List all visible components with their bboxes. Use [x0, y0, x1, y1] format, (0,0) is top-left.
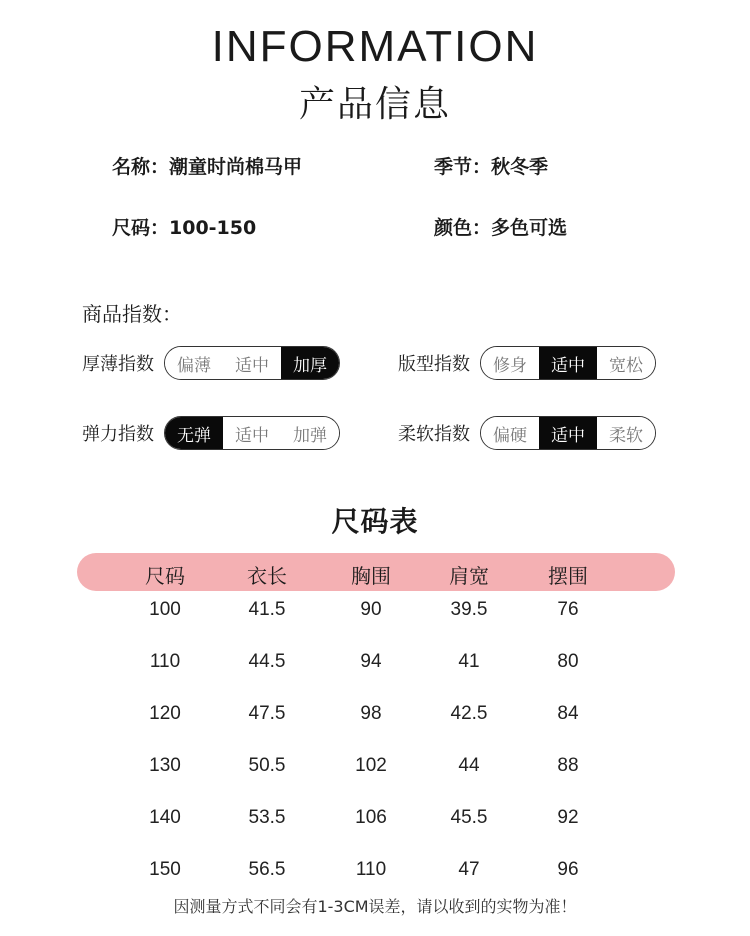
size-table-header-cell: 摆围: [548, 564, 588, 588]
info-size-value: 100-150: [169, 217, 257, 239]
table-cell: 100: [149, 599, 181, 620]
size-table-header-cell: 衣长: [247, 564, 287, 588]
index-fit-scale: [480, 346, 656, 380]
info-size: [112, 213, 256, 240]
table-cell: 102: [355, 755, 387, 776]
index-elasticity-label: 弹力指数: [82, 424, 154, 445]
table-row: [0, 703, 750, 733]
info-season-value: 秋冬季: [491, 156, 549, 178]
index-softness-option: 柔软: [597, 417, 655, 449]
index-thickness-option: 加厚: [281, 347, 339, 379]
index-softness-option: 偏硬: [481, 417, 539, 449]
index-heading: 商品指数：: [82, 302, 182, 326]
table-cell: 88: [557, 755, 579, 776]
table-cell: 98: [360, 703, 382, 724]
table-row: [0, 599, 750, 629]
info-color: [434, 213, 567, 240]
measurement-note: 因测量方式不同会有1-3CM误差，请以收到的实物为准！: [173, 897, 577, 916]
table-cell: 92: [557, 807, 579, 828]
size-table-header-cell: 肩宽: [449, 564, 489, 588]
info-season: [434, 152, 548, 179]
table-cell: 80: [557, 651, 579, 672]
index-fit-option: 适中: [539, 347, 597, 379]
size-table-header-cell: 尺码: [145, 564, 185, 588]
table-cell: 45.5: [450, 807, 488, 828]
index-fit-label: 版型指数: [398, 354, 470, 375]
table-row: [0, 859, 750, 889]
index-softness: [398, 416, 656, 450]
index-softness-scale: [480, 416, 656, 450]
info-name: [112, 152, 302, 179]
info-size-label: 尺码：: [112, 217, 170, 239]
table-cell: 110: [149, 651, 181, 672]
table-cell: 39.5: [450, 599, 488, 620]
table-cell: 140: [149, 807, 181, 828]
table-row: [0, 651, 750, 681]
table-cell: 120: [149, 703, 181, 724]
table-cell: 42.5: [450, 703, 488, 724]
title-english: INFORMATION: [211, 22, 539, 71]
index-thickness-scale: [164, 346, 340, 380]
info-color-label: 颜色：: [434, 217, 492, 239]
table-cell: 44: [458, 755, 480, 776]
size-table-header: [77, 553, 675, 591]
table-row: [0, 755, 750, 785]
table-cell: 44.5: [248, 651, 286, 672]
size-table-header-cell: 胸围: [351, 564, 391, 588]
table-cell: 90: [360, 599, 382, 620]
info-name-label: 名称：: [112, 156, 170, 178]
index-thickness: [82, 346, 340, 380]
title-chinese: 产品信息: [298, 84, 451, 125]
table-cell: 94: [360, 651, 382, 672]
index-fit-option: 宽松: [597, 347, 655, 379]
table-cell: 53.5: [248, 807, 286, 828]
index-fit-option: 修身: [481, 347, 539, 379]
table-cell: 96: [557, 859, 579, 880]
index-elasticity-option: 加弹: [281, 417, 339, 449]
table-cell: 50.5: [248, 755, 286, 776]
info-season-label: 季节：: [434, 156, 492, 178]
table-cell: 76: [557, 599, 579, 620]
table-cell: 150: [149, 859, 181, 880]
index-fit: [398, 346, 656, 380]
info-name-value: 潮童时尚棉马甲: [169, 156, 303, 178]
table-cell: 41.5: [248, 599, 286, 620]
table-cell: 47: [458, 859, 480, 880]
index-elasticity-option: 适中: [223, 417, 281, 449]
size-table-title: 尺码表: [331, 505, 419, 538]
table-cell: 130: [149, 755, 181, 776]
table-cell: 56.5: [248, 859, 286, 880]
index-thickness-option: 偏薄: [165, 347, 223, 379]
index-thickness-label: 厚薄指数: [82, 354, 154, 375]
info-color-value: 多色可选: [491, 217, 568, 239]
index-softness-option: 适中: [539, 417, 597, 449]
table-cell: 84: [557, 703, 579, 724]
index-elasticity: [82, 416, 340, 450]
index-elasticity-option: 无弹: [165, 417, 223, 449]
index-thickness-option: 适中: [223, 347, 281, 379]
table-row: [0, 807, 750, 837]
table-cell: 47.5: [248, 703, 286, 724]
index-softness-label: 柔软指数: [398, 424, 470, 445]
table-cell: 41: [458, 651, 480, 672]
table-cell: 106: [355, 807, 387, 828]
index-elasticity-scale: [164, 416, 340, 450]
table-cell: 110: [355, 859, 387, 880]
